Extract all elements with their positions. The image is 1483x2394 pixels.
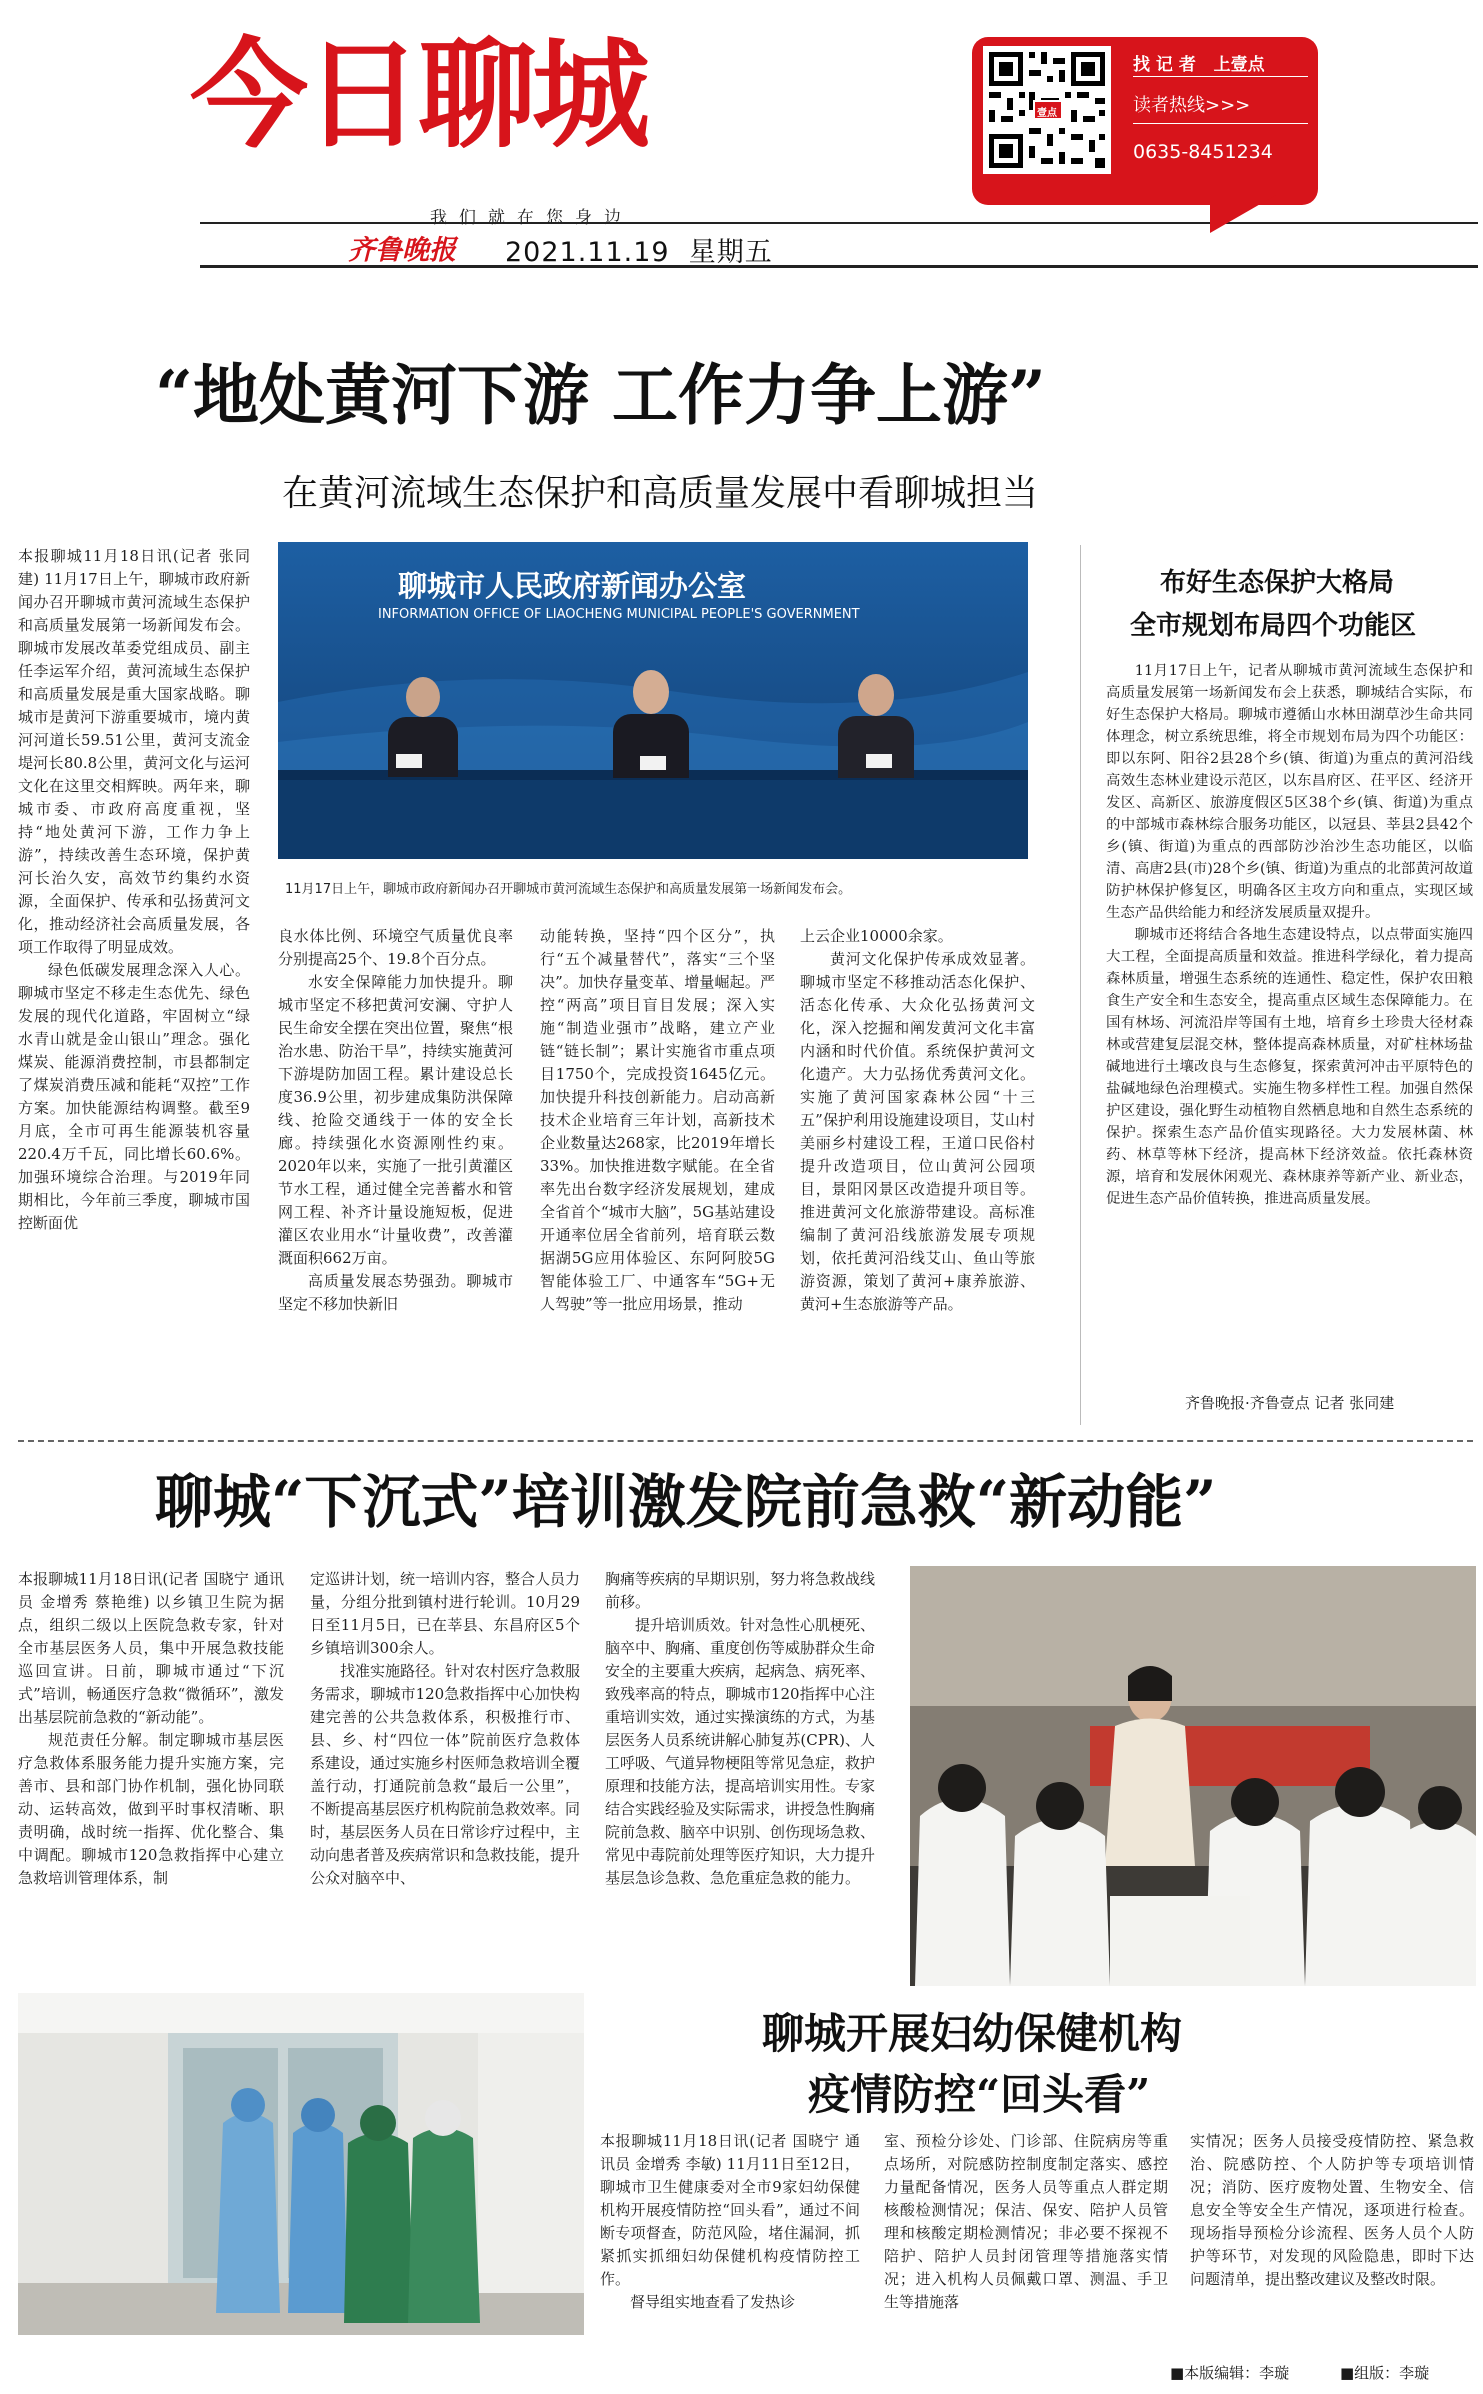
inspection-scene-illustration bbox=[18, 1993, 584, 2335]
press-conference-photo bbox=[278, 542, 1028, 859]
bubble-rule-2 bbox=[1133, 123, 1308, 124]
masthead-tagline: 我们就在您身边 bbox=[430, 208, 633, 228]
story1-col1 bbox=[18, 545, 250, 1433]
story1-col3 bbox=[540, 925, 775, 1433]
story1-headline: “地处黄河下游 工作力争上游” bbox=[155, 356, 1046, 434]
story1-col4-text: 上云企业10000余家。 bbox=[800, 927, 953, 945]
issue-weekday: 星期五 bbox=[688, 237, 773, 268]
sidebar-title-line2: 全市规划布局四个功能区 bbox=[1130, 611, 1417, 641]
story1-col2-text: 良水体比例、环境空气质量优良率分别提高25个、19.8个百分点。 bbox=[278, 927, 513, 968]
bubble-phone: 0635-8451234 bbox=[1133, 141, 1273, 163]
qr-label: 壹点 bbox=[1037, 108, 1057, 119]
story1-subhead: 在黄河流域生态保护和高质量发展中看聊城担当 bbox=[282, 473, 1039, 514]
story2-col1b-text: 规范责任分解。制定聊城市基层医疗急救体系服务能力提升实施方案，完善市、县和部门协作机制，强化协同联动、运转高效，做到平时事权清晰、职责明确，战时统一指挥、优化整合、集中调配。聊城市120急救指挥中心建立急救培训管理体系，制 bbox=[18, 1731, 284, 1887]
story2-col2 bbox=[310, 1568, 580, 1986]
nameplate-right bbox=[866, 754, 892, 768]
bubble-find-reporter: 找 记 者 上壹点 bbox=[1133, 55, 1265, 75]
photo-banner-english: INFORMATION OFFICE OF LIAOCHENG MUNICIPAL PEOPLE'S GOVERNMENT bbox=[378, 607, 860, 622]
story2-col3 bbox=[605, 1568, 875, 1986]
press-photo-caption: 11月17日上午，聊城市政府新闻办召开聊城市黄河流域生态保护和高质量发展第一场新闻发布会。 bbox=[285, 882, 852, 897]
story1-col2c-text: 高质量发展态势强劲。聊城市坚定不移加快新旧 bbox=[278, 1272, 513, 1313]
story3-col2 bbox=[884, 2130, 1168, 2355]
sidebar-divider bbox=[1080, 545, 1091, 1425]
story3-col2-text: 室、预检分诊处、门诊部、住院病房等重点场所，对院感防控制度制定落实、感控力量配备情况，医务人员等重点人群定期核酸检测情况；保洁、保安、陪护人员管理和核酸定期检测情况；非必要不探视不陪护、陪护人员封闭管理等措施落实情况；进入机构人员佩戴口罩、测温、手卫生等措施落 bbox=[884, 2132, 1168, 2311]
sidebar-title-line1: 布好生态保护大格局 bbox=[1160, 568, 1395, 598]
footer-layout: ■组版：李璇 bbox=[1340, 2364, 1430, 2382]
inspection-photo bbox=[18, 1993, 584, 2335]
story2-col3b-text: 提升培训质效。针对急性心肌梗死、脑卒中、胸痛、重度创伤等威胁群众生命安全的主要重大疾病，起病急、病死率、致残率高的特点，聊城市120指挥中心注重培训实效，通过实操演练的方式，为基层医务人员系统讲解心肺复苏(CPR)、人工呼吸、气道异物梗阻等常见急症，救护原理和技能方法，提高培训实用性。专家结合实践经验及实际需求，讲授急性胸痛院前急救、脑卒中识别、创伤现场急救、常见中毒院前处理等医疗知识，大力提升基层急诊急救、急危重症急救的能力。 bbox=[605, 1616, 875, 1887]
nameplate-center bbox=[640, 756, 666, 770]
story3-col1b-text: 督导组实地查看了发热诊 bbox=[630, 2293, 796, 2311]
footer-editor: ■本版编辑：李璇 bbox=[1170, 2364, 1290, 2382]
bubble-tail bbox=[1210, 195, 1276, 233]
photo-banner-title: 聊城市人民政府新闻办公室 bbox=[398, 569, 747, 603]
story1-col2 bbox=[278, 925, 513, 1433]
story2-col2b-text: 找准实施路径。针对农村医疗急救服务需求，聊城市120急救指挥中心加快构建完善的公共急救体系，积极推行市、县、乡、村“四位一体”院前医疗急救体系建设，通过实施乡村医师急救培训全覆盖行动，打通院前急救“最后一公里”，不断提高基层医疗机构院前急救效率。同时，基层医务人员在日常诊疗过程中，主动向患者普及疾病常识和急救技能，提升公众对脑卒中、 bbox=[310, 1662, 580, 1887]
story2-col2-text: 定巡讲计划，统一培训内容，整合人员力量，分组分批到镇村进行轮训。10月29日至11月5日，已在莘县、东昌府区5个乡镇培训300余人。 bbox=[310, 1570, 580, 1657]
sidebar-text2: 聊城市还将结合各地生态建设特点，以点带面实施四大工程，全面提高质量和效益。推进科学绿化，着力提高森林质量，增强生态系统的连通性、稳定性，保护农田粮食生产安全和生态安全，提高重点区域生态保障能力。在国有林场、河流沿岸等国有土地，培育乡土珍贵大径材森林或营建复层混交林，整体提高森林质量，对矿柱林场盐碱地进行土壤改良与生态修复，探索黄河冲击平原特色的盐碱地绿色治理模式。实施生物多样性工程。加强自然保护区建设，强化野生动植物自然栖息地和自然生态系统的保护。探索生态产品价值实现路径。大力发展林菌、林药、林草等林下经济，提高林下经济效益。依托森林资源，培育和发展休闲观光、森林康养等新产业、新业态，促进生态产品价值转换，推进高质量发展。 bbox=[1106, 927, 1473, 1207]
bubble-hotline-label: 读者热线>>> bbox=[1133, 95, 1251, 116]
story3-col1-text: 本报聊城11月18日讯(记者 国晓宁 通讯员 金增秀 李敏) 11月11日至12日，聊城市卫生健康委对全市9家妇幼保健机构开展疫情防控“回头看”，通过不间断专项督查，防范风险，堵住漏洞，抓紧抓实抓细妇幼保健机构疫情防控工作。 bbox=[600, 2132, 860, 2288]
sidebar-text1: 11月17日上午，记者从聊城市黄河流域生态保护和高质量发展第一场新闻发布会上获悉，聊城结合实际，布好生态保护大格局。聊城市遵循山水林田湖草沙生命共同体理念，树立系统思维，将全市规划布局为四个功能区：即以东阿、阳谷2县28个乡(镇、街道)为重点的黄河沿线高效生态林业建设示范区，以东昌府区、茌平区、经济开发区、高新区、旅游度假区5区38个乡(镇、街道)为重点的中部城市森林综合服务功能区，以冠县、莘县2县42个乡(镇、街道)为重点的西部防沙治沙生态功能区，以临清、高唐2县(市)28个乡(镇、街道)为重点的北部黄河故道防护林保护修复区，明确各区主攻方向和重点，实现区域生态产品供给能力和经济发展质量双提升。 bbox=[1106, 663, 1473, 921]
nameplate-left bbox=[396, 754, 422, 768]
story1-col4b-text: 黄河文化保护传承成效显著。聊城市坚定不移推动活态化保护、活态化传承、大众化弘扬黄河文化，深入挖掘和阐发黄河文化丰富内涵和时代价值。系统保护黄河文化遗产。大力弘扬优秀黄河文化。实施了黄河国家森林公园“十三五”保护利用设施建设项目，艾山村美丽乡村建设工程，王道口民俗村提升改造项目，位山黄河公园项目，景阳冈景区改造提升项目等。推进黄河文化旅游带建设。高标准编制了黄河沿线旅游发展专项规划，依托黄河沿线艾山、鱼山等旅游资源，策划了黄河+康养旅游、黄河+生态旅游等产品。 bbox=[800, 950, 1035, 1313]
sidebar-byline: 齐鲁晚报·齐鲁壹点 记者 张同建 bbox=[1185, 1394, 1395, 1412]
training-scene-illustration bbox=[910, 1566, 1476, 1986]
issue-date bbox=[505, 230, 773, 269]
story3-headline-line1: 聊城开展妇幼保健机构 bbox=[762, 2009, 1183, 2058]
story3-headline-line2: 疫情防控“回头看” bbox=[808, 2070, 1151, 2119]
issue-date-value: 2021.11.19 bbox=[505, 237, 670, 268]
story2-col1-text: 本报聊城11月18日讯(记者 国晓宁 通讯员 金增秀 蔡艳维) 以乡镇卫生院为据点，组织二级以上医院急救专家，针对全市基层医务人员，集中开展急救技能巡回宣讲。日前，聊城市通过“下沉式”培训，畅通医疗急救“微循环”，激发出基层院前急救的“新动能”。 bbox=[18, 1570, 284, 1726]
story3-col3-text: 实情况；医务人员接受疫情防控、紧急救治、院感防控、个人防护等专项培训情况；消防、医疗废物处置、生物安全、信息安全等安全生产情况，逐项进行检查。现场指导预检分诊流程、医务人员个人防护等环节，对发现的风险隐患，即时下达问题清单，提出整改建议及整改时限。 bbox=[1190, 2132, 1474, 2288]
story3-col3 bbox=[1190, 2130, 1474, 2355]
masthead-rule-top bbox=[200, 222, 1478, 224]
qr-code[interactable] bbox=[983, 46, 1111, 174]
story2-col1 bbox=[18, 1568, 284, 1986]
story1-col4 bbox=[800, 925, 1035, 1433]
sidebar-body bbox=[1106, 660, 1473, 1388]
section-divider-1 bbox=[18, 1440, 1473, 1442]
story3-col1 bbox=[600, 2130, 860, 2355]
story1-col1b-text: 绿色低碳发展理念深入人心。聊城市坚定不移走生态优先、绿色发展的现代化道路，牢固树立“绿水青山就是金山银山”理念。强化煤炭、能源消费控制，市县都制定了煤炭消费压减和能耗“双控”工作方案。加快能源结构调整。截至9月底，全市可再生能源装机容量220.4万千瓦，同比增长60.6%。加强环境综合治理。与2019年同期相比，今年前三季度，聊城市国控断面优 bbox=[18, 961, 250, 1232]
story1-col3-text: 动能转换，坚持“四个区分”，执行“五个减量替代”，落实“三个坚决”。加快存量变革、增量崛起。严控“两高”项目盲目发展；深入实施“制造业强市”战略，建立产业链“链长制”；累计实施省市重点项目1750个，完成投资1645亿元。加快提升科技创新能力。启动高新技术企业培育三年计划，高新技术企业数量达268家，比2019年增长33%。加快推进数字赋能。在全省率先出台数字经济发展规划，建成全省首个“城市大脑”，5G基站建设开通率位居全省前列，培育联云数据湖5G应用体验区、东阿阿胶5G智能体验工厂、中通客车“5G+无人驾驶”等一批应用场景，推动 bbox=[540, 927, 775, 1313]
bubble-rule-1 bbox=[1133, 76, 1308, 77]
training-photo bbox=[910, 1566, 1476, 1986]
story1-col2b-text: 水安全保障能力加快提升。聊城市坚定不移把黄河安澜、守护人民生命安全摆在突出位置，聚焦“根治水患、防治干旱”，持续实施黄河下游堤防加固工程。累计建设总长度36.9公里，初步建成集防洪保障线、抢险交通线于一体的安全长廊。持续强化水资源刚性约束。2020年以来，实施了一批引黄灌区节水工程，通过健全完善蓄水和管网工程、补齐计量设施短板，促进灌区农业用水“计量收费”，改善灌溉面积662万亩。 bbox=[278, 973, 513, 1267]
story2-headline: 聊城“下沉式”培训激发院前急救“新动能” bbox=[155, 1468, 1217, 1536]
story2-col3-text: 胸痛等疾病的早期识别，努力将急救战线前移。 bbox=[605, 1570, 875, 1611]
masthead-title: 今日聊城 bbox=[190, 26, 647, 164]
story1-col1-text: 本报聊城11月18日讯(记者 张同建) 11月17日上午，聊城市政府新闻办召开聊城市黄河流域生态保护和高质量发展第一场新闻发布会。聊城市发展改革委党组成员、副主任李运军介绍，黄河流域生态保护和高质量发展是重大国家战略。聊城市是黄河下游重要城市，境内黄河河道长59.51公里，黄河支流金堤河长80.8公里，黄河文化与运河文化在这里交相辉映。两年来，聊城市委、市政府高度重视，坚持“地处黄河下游，工作力争上游”，持续改善生态环境，保护黄河长治久安，高效节约集约水资源，全面保护、传承和弘扬黄河文化，推动经济社会高质量发展，各项工作取得了明显成效。 bbox=[18, 547, 250, 956]
brand-logo-text: 齐鲁晚报 bbox=[348, 235, 456, 266]
